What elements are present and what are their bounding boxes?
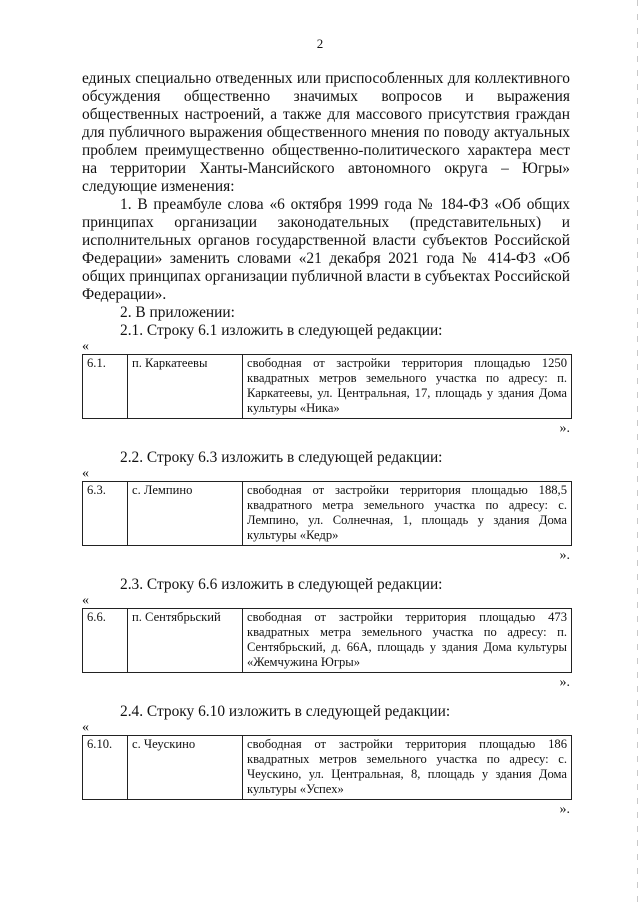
amendment-2-1: [82, 322, 570, 437]
row-number: 6.10.: [83, 736, 128, 800]
page-number: 2: [316, 36, 324, 51]
row-number: 6.1.: [83, 355, 128, 419]
table-row: [83, 482, 572, 546]
row-place: п. Сентябрьский: [128, 609, 243, 673]
document-body: [82, 70, 570, 818]
row-description: свободная от застройки территория площадью 186 квадратных метров земельного участка по адресу: с. Чеускино, ул. Центральная, 8, площадь у здания Дома культуры «Успех»: [243, 736, 572, 800]
row-place: с. Лемпино: [128, 482, 243, 546]
close-quote: ».: [559, 675, 570, 690]
amendment-heading: 2.4. Строку 6.10 изложить в следующей редакции:: [120, 703, 451, 720]
item-1-paragraph: 1. В преамбуле слова «6 октября 1999 года № 184-ФЗ «Об общих принципах организации законодательных (представительных) и исполнительных органов государственной власти субъектов Российской Федерации» заменить словами «21 декабря 2021 года № 414-ФЗ «Об общих принципах организации публичной власти в субъектах Российской Федерации».: [82, 196, 570, 303]
close-quote: ».: [559, 548, 570, 563]
row-number: 6.3.: [83, 482, 128, 546]
amendment-2-2: [82, 449, 570, 564]
amendment-2-4: [82, 703, 570, 818]
row-description: свободная от застройки территория площадью 188,5 квадратного метра земельного участка по адресу: с. Лемпино, ул. Солнечная, 1, площадь у здания Дома культуры «Кедр»: [243, 482, 572, 546]
row-place: п. Каркатеевы: [128, 355, 243, 419]
row-table: [82, 735, 572, 800]
open-quote: «: [82, 720, 89, 735]
item-2-paragraph: 2. В приложении:: [120, 304, 235, 321]
row-table: [82, 354, 572, 419]
table-row: [83, 609, 572, 673]
amendment-heading: 2.2. Строку 6.3 изложить в следующей редакции:: [120, 449, 443, 466]
amendment-2-3: [82, 576, 570, 691]
row-number: 6.6.: [83, 609, 128, 673]
open-quote: «: [82, 466, 89, 481]
amendment-heading: 2.1. Строку 6.1 изложить в следующей редакции:: [120, 322, 443, 339]
row-table: [82, 481, 572, 546]
row-table: [82, 608, 572, 673]
open-quote: «: [82, 593, 89, 608]
amendment-heading: 2.3. Строку 6.6 изложить в следующей редакции:: [120, 576, 443, 593]
open-quote: «: [82, 339, 89, 354]
intro-paragraph: единых специально отведенных или приспособленных для коллективного обсуждения общественно значимых вопросов и выражения общественных настроений, а также для массового присутствия граждан для публичного выражения общественного мнения по поводу актуальных проблем преимущественно общественно-политического характера мест на территории Ханты-Мансийского автономного округа – Югры» следующие изменения:: [82, 70, 570, 195]
scan-edge-line: [637, 0, 638, 905]
row-description: свободная от застройки территория площадью 1250 квадратных метров земельного участка по адресу: п. Каркатеевы, ул. Центральная, 17, площадь у здания Дома культуры «Ника»: [243, 355, 572, 419]
row-place: с. Чеускино: [128, 736, 243, 800]
close-quote: ».: [559, 421, 570, 436]
table-row: [83, 355, 572, 419]
table-row: [83, 736, 572, 800]
row-description: свободная от застройки территория площадью 473 квадратных метра земельного участка по адресу: п. Сентябрьский, д. 66А, площадь у здания Дома культуры «Жемчужина Югры»: [243, 609, 572, 673]
close-quote: ».: [559, 802, 570, 817]
